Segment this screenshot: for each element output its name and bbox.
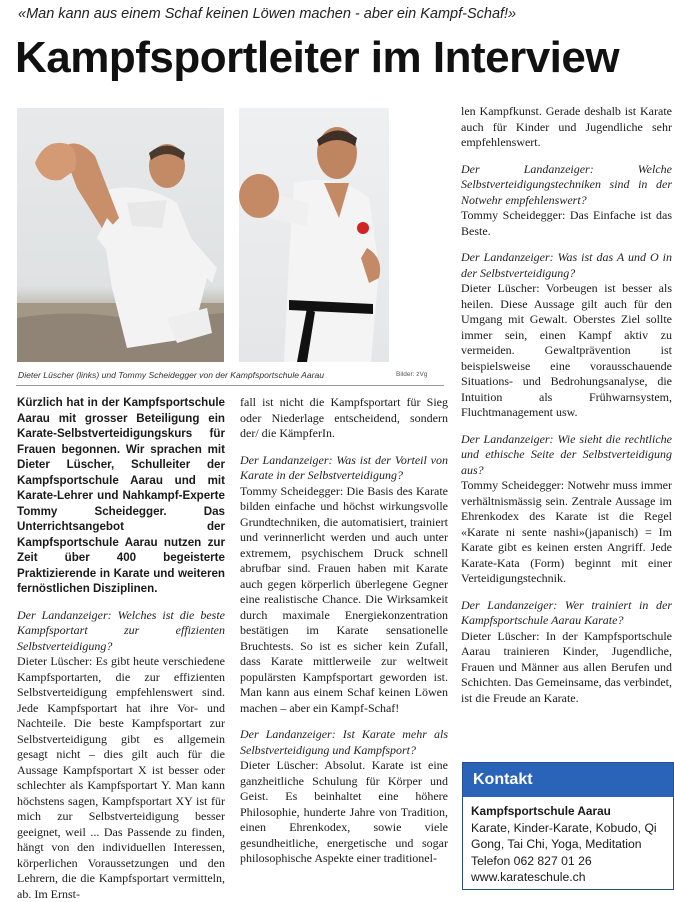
interview-answer: Dieter Lüscher: Es gibt heute verschiedene Kampfsportarten, die zur effizienten Selbstverteidigung empfehlenswert sind. Jede Kampfsportart hat ihre Vor- und Nachteile. Die beste Kampfsportart zur Selbstverteidigung gibt es allgemein gesagt nicht – dies gilt auch für die Aussage Kampfsportart X ist besser oder schlechter als Kampfsportart Y. Man kann höchstens sagen, Kampfsportart XY ist für mich zur Selbstverteidigung besser geeignet, weil ... Das Passende zu finden, hängt von den individuellen Interessen, körperlichen Voraussetzungen und den Lehrern, die die Kampfsportart vermitteln, ab. Im Ernst- [17, 654, 225, 901]
interview-question: Der Landanzeiger: Wer trainiert in der Kampfsportschule Aarau Karate? [461, 597, 672, 627]
interview-question: Der Landanzeiger: Welches ist die beste Kampfsportart zur effizienten Selbstverteidigung? [17, 607, 225, 653]
contact-phone: Telefon 062 827 01 26 [471, 853, 592, 868]
contact-body [463, 797, 673, 892]
photo-dieter-luescher [17, 108, 224, 362]
interview-question: Der Landanzeiger: Was ist das A und O in der Selbstverteidigung? [461, 250, 672, 280]
interview-answer: Dieter Lüscher: Absolut. Karate ist eine ganzheitliche Schulung für Körper und Geist. Es beinhaltet eine höhere Philosophie, hunderte Jahre von Tradition, einen Ehrenkodex, sowie viele gesundheitliche, energetische und sogar philosophische Aspekte einer traditionel- [240, 758, 448, 865]
contact-services: Karate, Kinder-Karate, Kobudo, Qi Gong, Tai Chi, Yoga, Meditation [471, 820, 657, 851]
interview-answer: len Kampfkunst. Gerade deshalb ist Karate auch für Kinder und Jugendliche sehr empfehlenswert. [461, 104, 672, 149]
lead-paragraph: Kürzlich hat in der Kampfsportschule Aarau mit grosser Beteiligung ein Karate-Selbstverteidigungskurs für Frauen begonnen. Wir sprachen mit Dieter Lüscher, Schulleiter der Kampfsportschule Aarau und mit Karate-Lehrer und Nahkampf-Experte Tommy Scheidegger. Das Unterrichtsangebot der Kampfsportschule Aarau nutzen zur Zeit über 400 begeisterte Praktizierende in Karate und weiteren fernöstlichen Disziplinen. [17, 396, 225, 595]
photo-caption: Dieter Lüscher (links) und Tommy Scheidegger von der Kampfsportschule Aarau [18, 370, 325, 380]
interview-question: Der Landanzeiger: Ist Karate mehr als Selbstverteidigung und Kampfsport? [240, 727, 448, 757]
interview-answer: Dieter Lüscher: Vorbeugen ist besser als heilen. Diese Aussage gilt auch für den Umgang mit Gewalt. Oberstes Ziel sollte immer sein, einen Kampf aktiv zu vermeiden. Gewaltprävention ist beispielsweise eine vorausschauende Situations- und Bedrohungsanalyse, die Intuition als Frühwarnsystem, Fluchtmanagement usw. [461, 281, 672, 419]
interview-question: Der Landanzeiger: Was ist der Vorteil von Karate in der Selbstverteidigung? [240, 452, 448, 482]
contact-heading: Kontakt [463, 763, 673, 797]
contact-box [462, 762, 674, 890]
red-circle-emblem-icon [357, 222, 369, 234]
divider [16, 385, 444, 386]
column-1 [17, 395, 225, 902]
photo-credit: Bilder: zVg [396, 371, 428, 378]
interview-question: Der Landanzeiger: Wie sieht die rechtliche und ethische Seite der Selbstverteidigung aus? [461, 431, 672, 477]
column-2 [240, 395, 448, 867]
punch-figure-illustration [239, 108, 389, 362]
headline: Kampfsportleiter im Interview [15, 33, 620, 82]
column-3 [461, 104, 672, 706]
interview-question: Der Landanzeiger: Welche Selbstverteidigungstechniken sind in der Notwehr empfehlenswert? [461, 161, 672, 207]
contact-website: www.karateschule.ch [471, 870, 586, 884]
interview-answer: Tommy Scheidegger: Notwehr muss immer verhältnismässig sein. Zentrale Aussage im Ehrenkodex des Karate ist die Regel «Karate ni sente nashi»(japanisch) = Im Karate gibt es keinen ersten Angriff. Jede Karate-Kata (Form) beginnt mit einer Verteidigungstechnik. [461, 478, 672, 585]
interview-answer: Tommy Scheidegger: Das Einfache ist das Beste. [461, 208, 672, 238]
kick-figure-illustration [17, 108, 224, 362]
interview-answer: Dieter Lüscher: In der Kampfsportschule Aarau trainieren Kinder, Jugendliche, Frauen und Männer aus allen Berufen und Schichten. Das Gemeinsame, das verbindet, ist die Freude an Karate. [461, 628, 672, 705]
contact-name: Kampfsportschule Aarau [471, 804, 611, 818]
kicker-quote: «Man kann aus einem Schaf keinen Löwen machen - aber ein Kampf-Schaf!» [18, 6, 517, 22]
interview-answer: fall ist nicht die Kampfsportart für Sieg oder Niederlage entscheidend, sondern der/ die KämpferIn. [240, 395, 448, 440]
interview-answer: Tommy Scheidegger: Die Basis des Karate bilden einfache und höchst wirkungsvolle Grundtechniken, die automatisiert, trainiert und verinnerlicht werden und auch unter extremem, psychischem Druck schnell abrufbar sind. Frauen haben mit Karate auch gegen körperlich überlegene Gegner eine realistische Chance. Die Wirksamkeit durch maximale Energiekonzentration bestätigen im Karate sensationelle Bruchtests. So ist es sicher kein Zufall, dass Karate mittlerweile zur weltweit populärsten Kampfsportart geworden ist. Man kann aus einem Schaf keinen Löwen machen – aber ein Kampf-Schaf! [240, 483, 448, 715]
photo-tommy-scheidegger [239, 108, 389, 362]
